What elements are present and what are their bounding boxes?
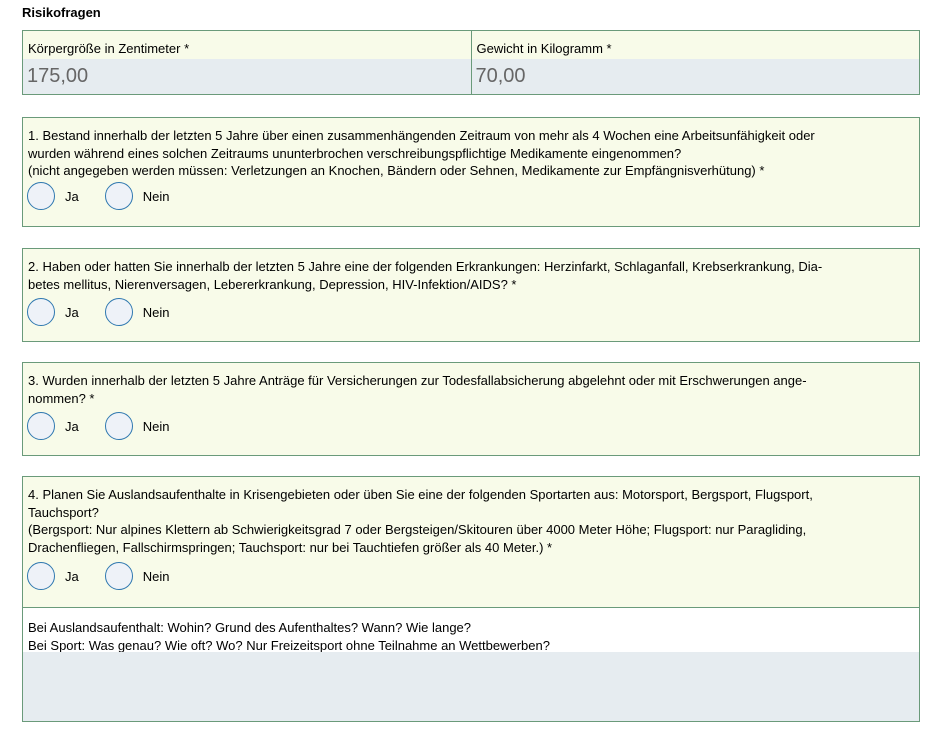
question-3-text [28,372,911,407]
yes-label: Ja [65,568,79,584]
question-text-line: betes mellitus, Nierenversagen, Lebererkrankung, Depression, HIV-Infektion/AIDS? * [28,276,517,292]
question-4-yes-radio[interactable] [27,562,55,590]
question-2-yes-radio[interactable] [27,298,55,326]
question-text-line: 4. Planen Sie Auslandsaufenthalte in Krisengebieten oder üben Sie eine der folgenden Sportarten aus: Motorsport, Bergsport, Flugsport, [28,487,813,502]
yes-label: Ja [65,304,79,320]
question-3-no-radio[interactable] [105,412,133,440]
question-text-line: wurden während eines solchen Zeitraums ununterbrochen verschreibungspflichtige Medikamente eingenommen? [28,145,682,161]
question-1-yes-radio[interactable] [27,182,55,210]
question-4-no-radio[interactable] [105,562,133,590]
question-1-text [28,127,911,180]
yes-label: Ja [65,188,79,204]
height-label: Körpergröße in Zentimeter * [28,41,190,56]
question-text-line: Tauchsport? [28,504,99,520]
question-2-no-radio[interactable] [105,298,133,326]
details-prompt-line: Bei Auslandsaufenthalt: Wohin? Grund des Aufenthaltes? Wann? Wie lange? [28,620,472,635]
question-text-line: (Bergsport: Nur alpines Klettern ab Schwierigkeitsgrad 7 oder Bergsteigen/Skitouren über 4000 Meter Höhe; Flugsport: nur Paragliding, [28,522,807,537]
body-measurements [22,30,920,95]
details-prompt [28,619,550,654]
height-cell [23,31,471,94]
no-label: Nein [142,418,170,434]
details-prompt-line: Bei Sport: Was genau? Wie oft? Wo? Nur Freizeitsport ohne Teilnahme an Wettbewerben? [28,637,550,653]
question-text-line: (nicht angegeben werden müssen: Verletzungen an Knochen, Bändern oder Sehnen, Medikamente zur Empfängnisverhütung) * [28,163,765,178]
section-title: Risikofragen [22,5,101,20]
question-text-line: 3. Wurden innerhalb der letzten 5 Jahre Anträge für Versicherungen zur Todesfallabsicherung abgelehnt oder mit Erschwerungen ange- [28,373,807,388]
weight-label: Gewicht in Kilogramm * [476,41,612,56]
question-2-text [28,258,911,293]
height-input[interactable] [23,59,471,94]
weight-cell [471,31,920,94]
question-3-yes-radio[interactable] [27,412,55,440]
question-2 [22,248,920,342]
question-text-line: nommen? * [28,390,95,406]
no-label: Nein [142,568,170,584]
question-1 [22,117,920,227]
question-4-text [28,486,911,556]
question-text-line: 2. Haben oder hatten Sie innerhalb der letzten 5 Jahre eine der folgenden Erkrankungen: Herzinfarkt, Schlaganfall, Krebserkrankung, Dia- [28,259,823,274]
question-4 [22,476,920,722]
weight-input[interactable] [472,59,920,94]
no-label: Nein [142,188,170,204]
no-label: Nein [142,304,170,320]
question-4-options [27,562,195,590]
question-3-options [27,412,195,440]
yes-label: Ja [65,418,79,434]
question-3 [22,362,920,456]
question-1-no-radio[interactable] [105,182,133,210]
question-text-line: 1. Bestand innerhalb der letzten 5 Jahre über einen zusammenhängenden Zeitraum von mehr als 4 Wochen eine Arbeitsunfähigkeit oder [28,128,815,143]
details-textarea[interactable] [23,652,919,721]
question-2-options [27,298,195,326]
question-1-options [27,182,195,210]
question-text-line: Drachenfliegen, Fallschirmspringen; Tauchsport: nur bei Tauchtiefen größer als 40 Meter.) * [28,539,553,555]
question-4-details [23,607,919,721]
